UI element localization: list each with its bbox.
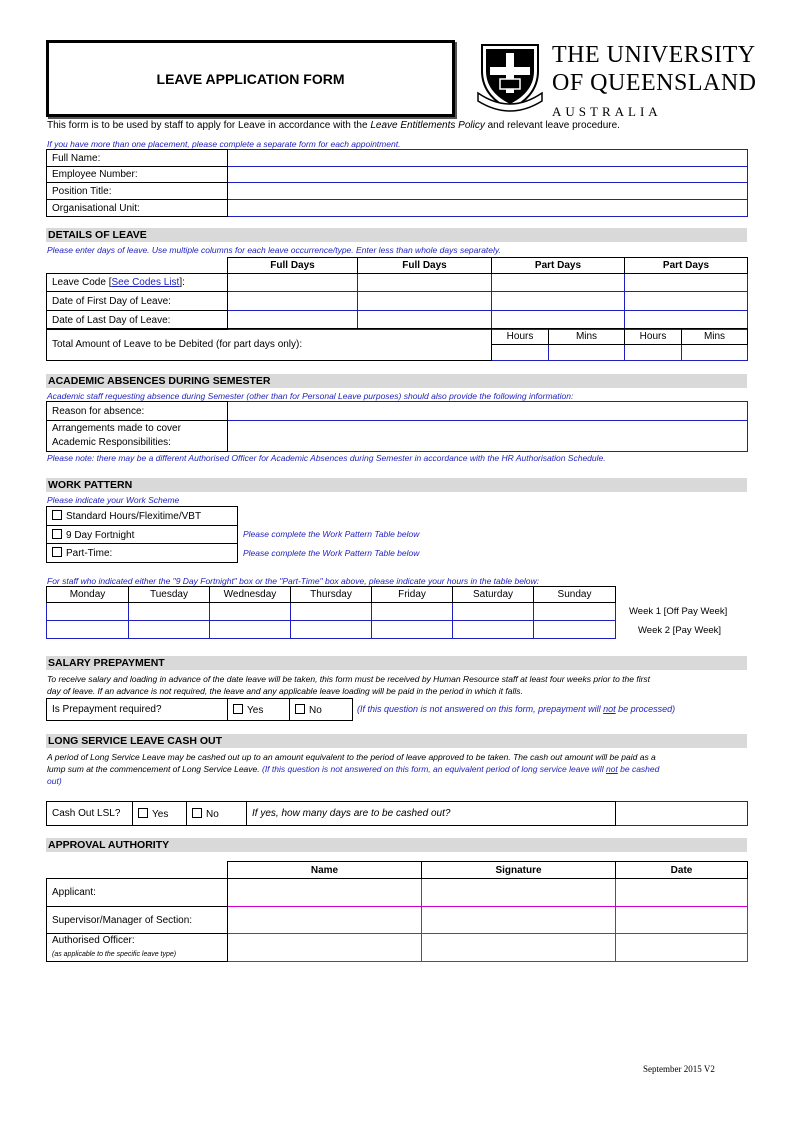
col-full-days-2: Full Days (358, 258, 492, 274)
hours-input-2[interactable] (625, 345, 682, 361)
intro-text: This form is to be used by staff to apply for Leave in accordance with the Leave Entitlements Policy and relevant leave procedure. (47, 120, 620, 131)
week1-thursday-input[interactable] (291, 603, 372, 621)
prepayment-yes-checkbox[interactable] (233, 704, 243, 714)
hours-label-1: Hours (492, 329, 549, 345)
org-unit-input[interactable] (228, 200, 748, 217)
total-leave-table (46, 328, 748, 361)
week1-row (47, 603, 616, 621)
applicant-name-input[interactable] (228, 879, 422, 907)
applicant-signature-input[interactable] (422, 879, 616, 907)
part-time-note: Please complete the Work Pattern Table below (243, 548, 420, 558)
prepayment-table (46, 698, 353, 721)
officer-signature-input[interactable] (422, 934, 616, 962)
day-saturday: Saturday (453, 587, 534, 603)
arrangements-input[interactable] (228, 421, 748, 452)
prepayment-question: Is Prepayment required? (47, 699, 228, 721)
col-date: Date (616, 862, 748, 879)
last-day-part-2[interactable] (625, 311, 748, 330)
arrangements-label: Arrangements made to cover Academic Responsibilities: (47, 421, 228, 452)
reason-label: Reason for absence: (47, 402, 228, 421)
university-name-line2: OF QUEENSLAND (552, 70, 757, 96)
part-time-checkbox[interactable] (52, 547, 62, 557)
hours-input-1[interactable] (492, 345, 549, 361)
university-name-line1: THE UNIVERSITY (552, 42, 756, 68)
employee-number-label: Employee Number: (47, 167, 228, 183)
week1-saturday-input[interactable] (453, 603, 534, 621)
full-name-input[interactable] (228, 150, 748, 167)
mins-input-1[interactable] (549, 345, 625, 361)
supervisor-date-input[interactable] (616, 907, 748, 934)
leave-code-label: Leave Code [See Codes List]: (47, 274, 228, 292)
cash-out-yes-checkbox[interactable] (138, 808, 148, 818)
leave-code-part-2[interactable] (625, 274, 748, 292)
day-wednesday: Wednesday (210, 587, 291, 603)
week1-friday-input[interactable] (372, 603, 453, 621)
salary-prepayment-heading: SALARY PREPAYMENT (46, 656, 747, 670)
employee-number-input[interactable] (228, 167, 748, 183)
nine-day-fortnight-checkbox[interactable] (52, 529, 62, 539)
work-scheme-note: Please indicate your Work Scheme (47, 495, 180, 505)
week2-row (47, 621, 616, 639)
week2-monday-input[interactable] (47, 621, 129, 639)
reason-input[interactable] (228, 402, 748, 421)
part-time-option[interactable]: Part-Time: (47, 544, 238, 563)
col-full-days-1: Full Days (228, 258, 358, 274)
week1-wednesday-input[interactable] (210, 603, 291, 621)
week2-thursday-input[interactable] (291, 621, 372, 639)
day-thursday: Thursday (291, 587, 372, 603)
mins-input-2[interactable] (682, 345, 748, 361)
prepayment-yes-option[interactable]: Yes (228, 699, 290, 721)
academic-note: Academic staff requesting absence during Semester (other than for Personal Leave purposes) should also provide the following information: (47, 391, 574, 401)
authorised-officer-note: (as applicable to the specific leave type) (52, 951, 177, 958)
col-name: Name (228, 862, 422, 879)
week2-label: Week 2 [Pay Week] (638, 625, 722, 636)
week1-sunday-input[interactable] (534, 603, 616, 621)
week1-monday-input[interactable] (47, 603, 129, 621)
last-day-full-2[interactable] (358, 311, 492, 330)
mins-label-2: Mins (682, 329, 748, 345)
authorised-officer-label: Authorised Officer: (as applicable to the specific leave type) (47, 934, 228, 962)
week1-label: Week 1 [Off Pay Week] (629, 606, 728, 617)
leave-code-full-2[interactable] (358, 274, 492, 292)
last-day-label: Date of Last Day of Leave: (47, 311, 228, 330)
day-sunday: Sunday (534, 587, 616, 603)
lsl-cash-out-heading: LONG SERVICE LEAVE CASH OUT (46, 734, 747, 748)
cash-out-question: Cash Out LSL? (47, 802, 133, 826)
week2-wednesday-input[interactable] (210, 621, 291, 639)
supervisor-name-input[interactable] (228, 907, 422, 934)
first-day-label: Date of First Day of Leave: (47, 292, 228, 311)
cash-out-days-input[interactable] (616, 802, 748, 826)
full-name-label: Full Name: (47, 150, 228, 167)
lsl-table (46, 801, 748, 826)
applicant-date-input[interactable] (616, 879, 748, 907)
lsl-paragraph: A period of Long Service Leave may be cashed out up to an amount equivalent to the period of leave approved to be taken. The cash out amount will be paid as a lump sum at the commencement of Long Service Leave. (If this question is not answered on this form, an equivalent period of long service leave will not be cashed out) (47, 752, 660, 786)
work-scheme-table (46, 506, 238, 563)
day-friday: Friday (372, 587, 453, 603)
first-day-part-1[interactable] (492, 292, 625, 311)
salary-paragraph: To receive salary and loading in advance of the date leave will be taken, this form must be received by Human Resource staff at least four weeks prior to the first day of leave. If an advance is not required, the leave and any applicable leave loading will be paid in the period in which it falls. (47, 674, 651, 696)
prepayment-no-option[interactable]: No (290, 699, 353, 721)
cash-out-yes-option[interactable]: Yes (133, 802, 187, 826)
week2-sunday-input[interactable] (534, 621, 616, 639)
cash-out-days-question: If yes, how many days are to be cashed out? (247, 802, 616, 826)
supervisor-signature-input[interactable] (422, 907, 616, 934)
approval-authority-heading: APPROVAL AUTHORITY (46, 838, 747, 852)
mins-label-1: Mins (549, 329, 625, 345)
day-tuesday: Tuesday (129, 587, 210, 603)
leave-note: Please enter days of leave. Use multiple columns for each leave occurrence/type. Enter less than whole days separately. (47, 245, 501, 255)
university-country: AUSTRALIA (552, 104, 662, 119)
leave-code-part-1[interactable] (492, 274, 625, 292)
placement-note: If you have more than one placement, please complete a separate form for each appointment. (47, 139, 401, 149)
week2-saturday-input[interactable] (453, 621, 534, 639)
university-crest-logo (476, 41, 544, 113)
col-part-days-1: Part Days (492, 258, 625, 274)
approval-table (46, 861, 748, 962)
standard-hours-option[interactable]: Standard Hours/Flexitime/VBT (47, 507, 238, 526)
personal-details-table (46, 149, 748, 217)
nine-day-note: Please complete the Work Pattern Table below (243, 529, 420, 539)
form-title: LEAVE APPLICATION FORM (156, 71, 345, 87)
supervisor-label: Supervisor/Manager of Section: (47, 907, 228, 934)
cash-out-no-option[interactable]: No (187, 802, 247, 826)
total-leave-label: Total Amount of Leave to be Debited (for part days only): (47, 329, 492, 361)
position-title-input[interactable] (228, 183, 748, 200)
last-day-part-1[interactable] (492, 311, 625, 330)
cash-out-no-checkbox[interactable] (192, 808, 202, 818)
nine-day-fortnight-option[interactable]: 9 Day Fortnight (47, 526, 238, 544)
form-title-box (46, 40, 455, 117)
col-part-days-2: Part Days (625, 258, 748, 274)
policy-name: Leave Entitlements Policy (370, 120, 485, 131)
officer-name-input[interactable] (228, 934, 422, 962)
day-monday: Monday (47, 587, 129, 603)
leave-table (46, 257, 748, 330)
academic-table (46, 401, 748, 452)
work-hours-table (46, 586, 616, 639)
last-day-full-1[interactable] (228, 311, 358, 330)
details-of-leave-heading: DETAILS OF LEAVE (46, 228, 747, 242)
col-signature: Signature (422, 862, 616, 879)
first-day-part-2[interactable] (625, 292, 748, 311)
see-codes-list-link[interactable]: See Codes List (111, 277, 180, 288)
position-title-label: Position Title: (47, 183, 228, 200)
first-day-full-2[interactable] (358, 292, 492, 311)
academic-footnote: Please note: there may be a different Authorised Officer for Academic Absences during Semester in accordance with the HR Authorisation Schedule. (47, 453, 606, 463)
week2-tuesday-input[interactable] (129, 621, 210, 639)
standard-hours-checkbox[interactable] (52, 510, 62, 520)
org-unit-label: Organisational Unit: (47, 200, 228, 217)
officer-date-input[interactable] (616, 934, 748, 962)
version-footer: September 2015 V2 (643, 1064, 715, 1074)
first-day-full-1[interactable] (228, 292, 358, 311)
prepayment-no-checkbox[interactable] (295, 704, 305, 714)
week1-tuesday-input[interactable] (129, 603, 210, 621)
applicant-label: Applicant: (47, 879, 228, 907)
academic-absences-heading: ACADEMIC ABSENCES DURING SEMESTER (46, 374, 747, 388)
week2-friday-input[interactable] (372, 621, 453, 639)
leave-code-full-1[interactable] (228, 274, 358, 292)
hours-label-2: Hours (625, 329, 682, 345)
work-pattern-heading: WORK PATTERN (46, 478, 747, 492)
prepayment-note: (If this question is not answered on this form, prepayment will not be processed) (357, 704, 676, 714)
work-table-note: For staff who indicated either the "9 Day Fortnight" box or the "Part-Time" box above, please indicate your hours in the table below: (47, 576, 540, 586)
